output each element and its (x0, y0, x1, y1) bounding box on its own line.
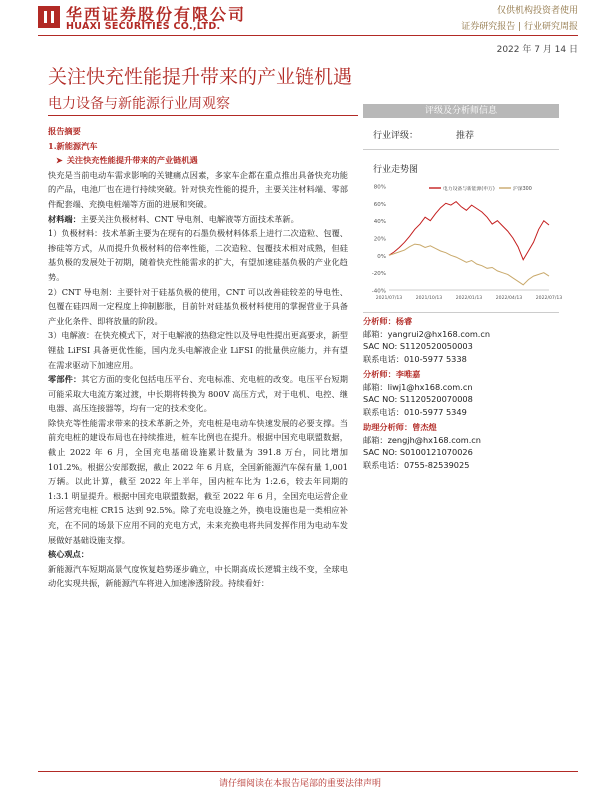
x-tick-label: 2021/10/13 (415, 296, 443, 301)
paragraph: 3）电解液：在快充模式下，对于电解液的热稳定性以及导电性提出更高要求，新型锂盐 LiFSI 具备更优性能，国内龙头电解液企业 LiFSI 的批量供应能力，并有望在需求驱动下加速应用。 (48, 330, 348, 370)
y-tick-label: 20% (373, 236, 386, 243)
x-tick-label: 2021/07/13 (375, 296, 403, 301)
legend-label: 沪深300 (513, 187, 532, 192)
x-tick-label: 2022/07/13 (535, 296, 563, 301)
paragraph: 除快充等性能需求带来的技术革新之外，充电桩是电动车快速发展的必要支撑。当前充电桩的建设布局也在持续推进，桩车比例也在提升。根据中国充电联盟数据，截止 2022 年 6 月，全国充电基础设施累计数量为 391.8 万台，同比增加 101.2%。根据公安部数据，截止 2022 年 6 月底，全国新能源汽车保有量 1,001 万辆。以此计算，截至 2022 年上半年，国内桩车比为 1:2.6，较去年同期的 1:3.1 明显提升。根据中国充电联盟数据，截至 2022 年 6 月，全国充电运营企业所运营充电桩 CR15 达到 92.5%。除了充电设施之外，换电设施也是一类相应补充，在不同的场景下应用不同的充电方式，未来充换电将共同发挥作用为电动车发展做好基础设施支撑。 (48, 417, 348, 545)
report-title: 关注快充性能提升带来的产业链机遇 (48, 66, 353, 88)
y-tick-label: 60% (373, 201, 386, 208)
audience-note: 仅供机构投资者使用 (496, 6, 578, 16)
company-name-cn: 华西证券股份有限公司 (66, 5, 247, 24)
series-line (389, 202, 549, 260)
y-tick-label: 40% (373, 219, 386, 226)
paragraph: 2）CNT 导电剂：主要针对于硅基负极的使用，CNT 可以改善硅较差的导电性、包覆在硅四周一定程度上抑制膨胀，目前针对硅基负极材料使用的掌握营业于具备产业化条件、即将放量的阶段。 (48, 286, 348, 326)
paragraph: 快充是当前电动车需求影响的关键痛点因素，多家车企都在重点推出具备快充功能的产品，电池厂也在进行持续突破。针对快充性能的提升，主要关注材料端、零部件配套端、充换电桩端等方面的进展和突破。 (48, 169, 348, 209)
rating-value: 推荐 (456, 131, 475, 141)
analyst-block-1 (363, 315, 563, 365)
report-type: 证券研究报告 | 行业研究周报 (461, 22, 578, 32)
trend-title: 行业走势图 (373, 165, 419, 175)
analyst-email[interactable]: 邮箱：zengjh@hx168.com.cn (363, 434, 481, 445)
analyst-phone: 联系电话：010-5977 5349 (363, 406, 467, 417)
y-tick-label: -40% (371, 288, 386, 295)
industry-trend-chart (363, 178, 563, 308)
analyst-phone: 联系电话：0755-82539025 (363, 459, 470, 470)
series-line (389, 244, 549, 285)
legend-label: 电力设备与新能源(申万) (443, 187, 495, 192)
report-summary (48, 124, 348, 591)
company-name-en: HUAXI SECURITIES CO.,LTD. (66, 21, 221, 32)
footer-divider (38, 771, 578, 772)
section-heading: 1.新能源汽车 (48, 140, 98, 151)
analyst-role-line: 分析师：李唯嘉 (363, 369, 421, 379)
analyst-block-2 (363, 368, 563, 418)
paragraph: 材料端：主要关注负极材料、CNT 导电剂、电解液等方面技术革新。 (48, 213, 299, 224)
legal-notice: 请仔细阅读在本报告尾部的重要法律声明 (218, 779, 381, 789)
y-tick-label: 0% (377, 253, 386, 260)
analyst-email[interactable]: 邮箱：liwj1@hx168.com.cn (363, 381, 473, 392)
summary-heading: 报告摘要 (48, 126, 81, 136)
report-subtitle: 电力设备与新能源行业周观察 (48, 96, 230, 112)
analyst-sac: SAC NO: S1120520050003 (363, 341, 473, 352)
topic-bullet: ➤ 关注快充性能提升带来的产业链机遇 (48, 153, 348, 168)
paragraph: 新能源汽车短期高景气度恢复趋势逐步确立，中长期高成长逻辑主线不变，全球电动化实现共振，新能源汽车将进入加速渗透阶段。持续看好： (48, 563, 348, 589)
sidebar-header: 评级及分析师信息 (363, 104, 559, 118)
header-divider (38, 35, 578, 36)
analyst-block-3 (363, 421, 563, 471)
y-tick-label: -20% (371, 271, 386, 278)
rating-label: 行业评级： (373, 131, 419, 141)
core-heading: 核心观点： (48, 549, 89, 560)
industry-rating (373, 128, 474, 141)
analyst-phone: 联系电话：010-5977 5338 (363, 353, 467, 364)
x-tick-label: 2022/04/13 (495, 296, 523, 301)
y-tick-label: 80% (373, 184, 386, 191)
paragraph: 1）负极材料：技术革新主要为在现有的石墨负极材料体系上进行二次造粒、包覆、掺硅等方式，从而提升负极材料的倍率性能，二次造粒、包覆技术相对成熟，但硅基负极的发展处于初期，随着快充性能需求的扩大，有望加速硅基负极的产业化趋势。 (48, 228, 348, 282)
report-date: 2022 年 7 月 14 日 (496, 45, 578, 55)
analyst-role-line: 助理分析师：曾杰煌 (363, 422, 437, 432)
analyst-sac: SAC NO: S1120520070008 (363, 394, 473, 405)
analyst-role-line: 分析师：杨睿 (363, 316, 413, 326)
subtitle-divider (48, 115, 358, 116)
logo-mark (38, 6, 60, 28)
paragraph: 零部件：其它方面的变化包括电压平台、充电标准、充电桩的改变。电压平台短期可能采取大电流方案过渡，中长期将转换为 800V 高压方式，对于电机、电控、继电器、高压连接器等，均有一定的技术变化。 (48, 374, 348, 414)
sidebar-divider (363, 312, 559, 313)
sidebar-divider (363, 149, 559, 150)
analyst-sac: SAC NO: S0100121070026 (363, 447, 473, 458)
x-tick-label: 2022/01/13 (455, 296, 483, 301)
analyst-email[interactable]: 邮箱：yangrui2@hx168.com.cn (363, 328, 491, 339)
